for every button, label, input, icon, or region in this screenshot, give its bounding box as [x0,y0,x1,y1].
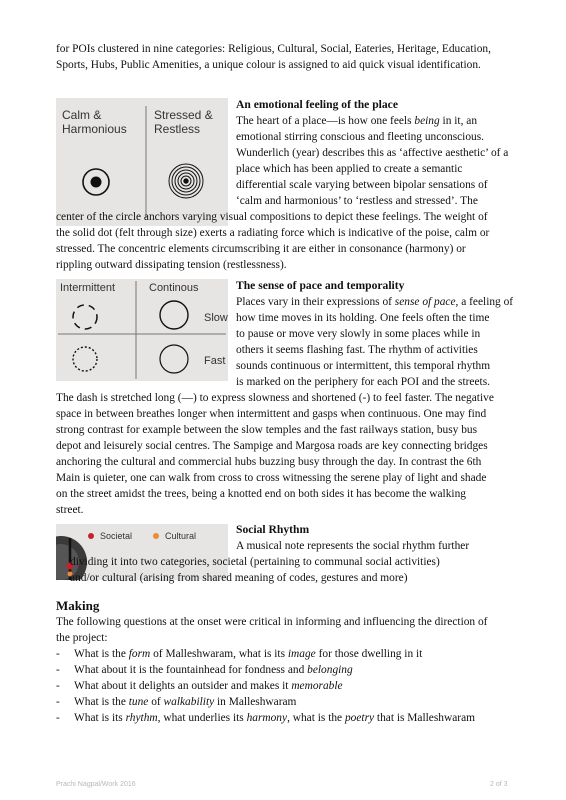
question-text: What is the [74,696,129,708]
emotional-line: place which has been applied to create a semantic [236,163,463,175]
pace-line: depot and leisurely social centres. The Sampige and Margosa roads are key connecting bridges [56,440,488,452]
pace-line: The dash is stretched long (—) to express slowness and shortened (-) to feel faster. The negative [56,392,494,404]
emotional-line: The heart of a place—is how one feels [236,115,415,127]
pace-line: on the street amidst the trees, being a knotted end on both sides it has become the walking [56,488,466,500]
pace-line: how time moves in its holding. One feels often the time [236,312,490,324]
pace-line: is marked on the periphery for each POI and the streets. [236,376,490,388]
pace-line: space in between breathes longer when intermittent and gasps when continuous. One may find [56,408,487,420]
question-text: What about it delights an outsider and makes it [74,680,292,692]
intermittent-slow-icon [73,305,97,329]
emotional-figure [56,98,228,226]
question-emphasis: rhythm [125,712,158,724]
emotional-line: Wunderlich (year) describes this as ‘affective aesthetic’ of a [236,147,509,159]
stressed-label: Stressed & [154,108,213,122]
pace-heading: The sense of pace and temporality [236,279,405,292]
intermittent-label: Intermittent [60,282,116,294]
question-text: , what is the [287,712,345,724]
making-line: the project: [56,632,108,644]
slow-label: Slow [204,312,228,324]
social-heading: Social Rhythm [236,523,310,536]
pace-line: street. [56,504,84,516]
intro-line: for POIs clustered in nine categories: Religious, Cultural, Social, Eateries, Heritage, Education, [56,43,491,55]
cultural-label: Cultural [165,531,197,541]
social-text [236,522,516,554]
question-text: What is its [74,712,126,724]
societal-label: Societal [100,531,133,541]
social-line: and/or cultural (arising from shared meaning of codes, gestures and more) [70,572,408,584]
pace-line: anchoring the cultural and commercial hubs buzzing busy through the day. In contrast the 6th [56,456,482,468]
social-text-cont [70,554,520,586]
pace-line: Places vary in their expressions of [236,296,395,308]
emotional-text [236,97,516,209]
pace-line: , a feeling of [455,296,514,308]
list-item [56,710,516,726]
pace-text-cont [56,390,516,518]
question-emphasis: harmony [246,712,288,724]
question-emphasis: walkability [163,696,215,708]
intro-paragraph [56,41,516,73]
making-heading: Making [56,598,100,613]
intermittent-fast-icon [73,347,97,371]
emotional-line: differential scale varying between bipolar sensations of [236,179,488,191]
continuous-slow-icon [160,301,188,329]
list-item [56,678,516,694]
question-text: , what underlies its [157,712,247,724]
social-line: A musical note represents the social rhythm further [236,540,470,552]
stressed-circle-icon [169,164,203,198]
list-item [56,646,516,662]
pace-line: sounds continuous or intermittent, this temporal rhythm [236,360,491,372]
pace-line: to pause or move very slowly in some places while in [236,328,481,340]
pace-text [236,278,516,390]
bullet: - [56,648,60,660]
calm-circle-icon [83,169,109,195]
pace-diagram [56,279,228,381]
question-text: What about it is the fountainhead for fondness and [74,664,308,676]
question-emphasis: memorable [291,680,343,692]
making-section [56,597,516,726]
question-text: for those dwelling in it [315,648,423,660]
question-emphasis: tune [128,696,149,708]
question-text: of Malleshwaram, what is its [150,648,288,660]
bullet: - [56,712,60,724]
emotional-emphasis: being [414,115,440,127]
bullet: - [56,680,60,692]
continuous-fast-icon [160,345,188,373]
question-text: of [148,696,164,708]
question-emphasis: belonging [307,664,353,676]
cultural-dot-icon [153,533,159,539]
emotional-line: rippling outward dissipating tension (restlessness). [56,259,287,271]
calm-label: Harmonious [62,122,127,136]
emotional-line: the solid dot (felt through size) exerts a radiating force which is indicative of the poise, calm or [56,227,490,239]
intro-line: Sports, Hubs, Public Amenities, a unique colour is assigned to aid quick visual identification. [56,59,481,71]
pace-line: Main is quieter, one can walk from cross to cross witnessing the serene play of light and shade [56,472,487,484]
question-emphasis: image [287,648,316,660]
emotional-text-cont [56,209,516,273]
question-emphasis: form [128,648,151,660]
social-line: dividing it into two categories, societal (pertaining to communal social activities) [70,556,440,568]
pace-figure [56,279,228,381]
pace-line: strong contrast for example between the slow temples and the fast railways station, busy bus [56,424,478,436]
emotional-line: ‘calm and harmonious’ to ‘restless and stressed’. The [236,195,478,207]
emotional-line: center of the circle anchors varying visual compositions to depict these feelings. The weight of [56,211,488,223]
continuous-label: Continous [149,282,199,294]
making-intro [56,614,516,646]
question-list [56,646,516,726]
calm-label: Calm & [62,108,102,122]
list-item [56,662,516,678]
emotional-heading: An emotional feeling of the place [236,98,398,111]
question-text: What is the [74,648,129,660]
page-number: 2 of 3 [490,781,508,788]
pace-line: others it seems flashing fast. The rhythm of activities [236,344,478,356]
emotional-line: stressed. The concentric elements circumscribing it are either in consonance (harmony) or [56,243,466,255]
list-item [56,694,516,710]
making-line: The following questions at the onset were critical in informing and influencing the direction of [56,616,488,628]
emotional-line: emotional stirring conscious and fleeting unconscious. [236,131,485,143]
question-emphasis: poetry [344,712,375,724]
emotional-line: in it, an [439,115,478,127]
societal-dot-icon [88,533,94,539]
footer-credit: Prachi Nagpal/Work 2016 [56,781,136,788]
stressed-label: Restless [154,122,201,136]
pace-emphasis: sense of pace [394,296,456,308]
question-text: in Malleshwaram [214,696,297,708]
bullet: - [56,696,60,708]
fast-label: Fast [204,355,226,367]
question-text: that is Malleshwaram [374,712,475,724]
bullet: - [56,664,60,676]
